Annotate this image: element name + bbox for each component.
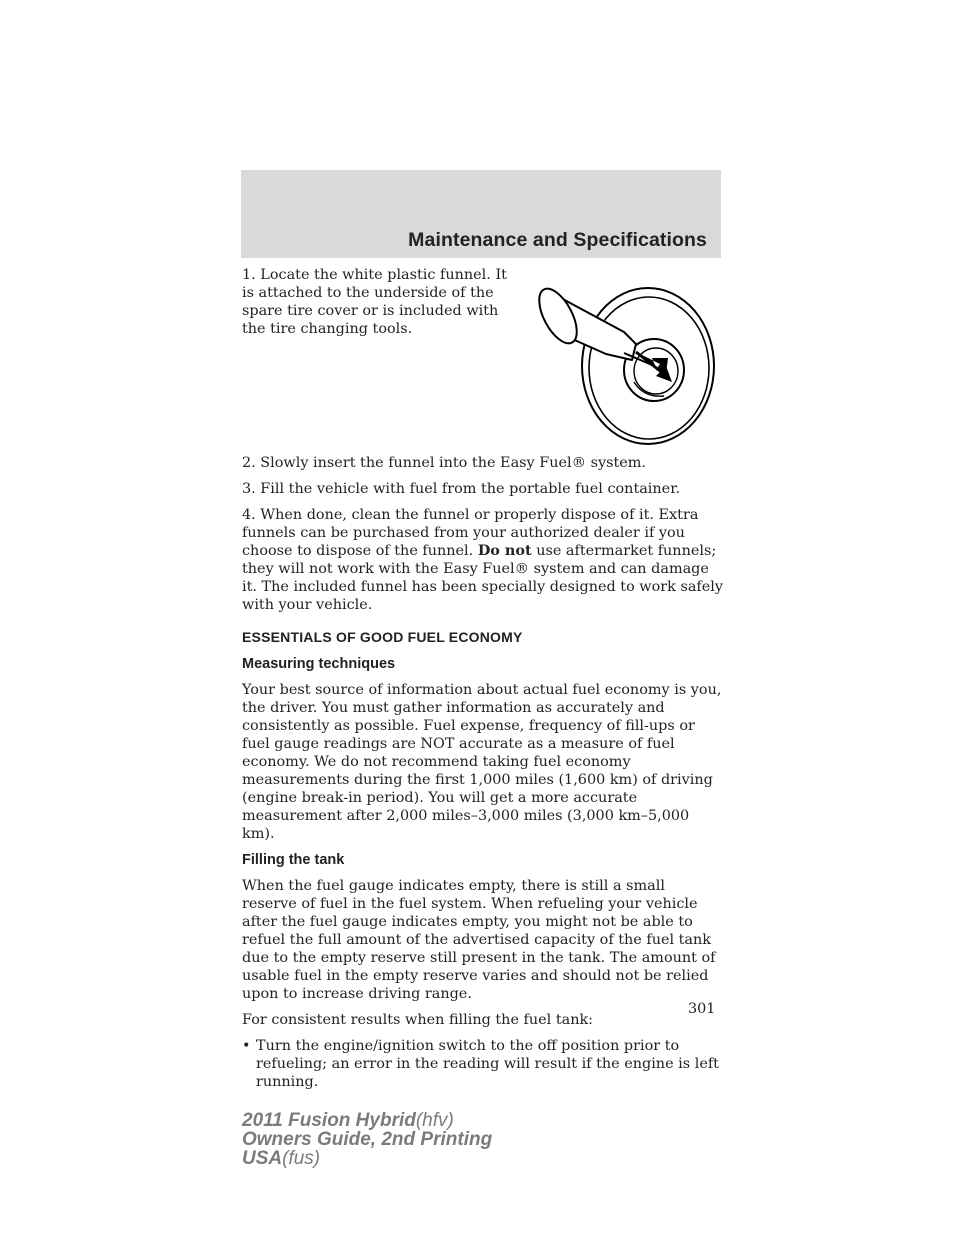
step-1-text: 1. Locate the white plastic funnel. It is attached to the underside of the spare tire cover or is included with the tire changing tools. [242, 267, 507, 337]
step-4-text [242, 506, 724, 614]
footer-market: USA [242, 1148, 283, 1169]
step-4-part1: 4. When done, clean the funnel or properly dispose of it. Extra funnels can be purchased from your authorized dealer if you choose to dispose of the funnel. [242, 507, 699, 559]
footer-market-code: (fus) [282, 1148, 321, 1169]
list-item [242, 1037, 724, 1091]
essentials-heading: ESSENTIALS OF GOOD FUEL ECONOMY [242, 629, 523, 645]
footer-line-2: Owners Guide, 2nd Printing [242, 1129, 493, 1150]
step-4-warning-bold: Do not [477, 542, 532, 559]
bullet-text: Turn the engine/ignition switch to the off position prior to refueling; an error in the reading will result if the engine is left running. [256, 1038, 719, 1090]
step-3-text: 3. Fill the vehicle with fuel from the portable fuel container. [242, 481, 681, 497]
footer-line-1 [242, 1111, 492, 1130]
footer-line-3 [242, 1149, 492, 1168]
filling-heading: Filling the tank [242, 852, 345, 868]
footer [242, 1111, 492, 1168]
footer-model: 2011 Fusion Hybrid [242, 1110, 416, 1131]
step-4-part2: use aftermarket funnels; they will not work with the Easy Fuel® system and can damage it. The included funnel has been specially designed to work safely with your vehicle. [242, 543, 724, 613]
bullet-icon: • [242, 1038, 251, 1054]
consistent-intro: For consistent results when filling the fuel tank: [242, 1012, 594, 1028]
section-header-band [241, 170, 721, 258]
section-title: Maintenance and Specifications [408, 229, 707, 251]
filling-text: When the fuel gauge indicates empty, there is still a small reserve of fuel in the fuel system. When refueling your vehicle after the fuel gauge indicates empty, you might not be able to refuel the full amount of the advertised capacity of the fuel tank due to the empty reserve still present in the tank. The amount of usable fuel in the empty reserve varies and should not be relied upon to increase driving range. [242, 878, 716, 1002]
funnel-illustration [528, 270, 724, 448]
measuring-text: Your best source of information about actual fuel economy is you, the driver. You must gather information as accurately and consistently as possible. Fuel expense, frequency of fill-ups or fuel gauge readings are NOT accurate as a measure of fuel economy. We do not recommend taking fuel economy measurements during the first 1,000 miles (1,600 km) of driving (engine break-in period). You will get a more accurate measurement after 2,000 miles–3,000 miles (3,000 km–5,000 km). [242, 682, 722, 842]
footer-model-code: (hfv) [415, 1110, 454, 1131]
body-text [242, 454, 724, 1091]
measuring-heading: Measuring techniques [242, 656, 396, 672]
page-number: 301 [688, 1001, 716, 1017]
step-2-text: 2. Slowly insert the funnel into the Easy Fuel® system. [242, 455, 646, 471]
